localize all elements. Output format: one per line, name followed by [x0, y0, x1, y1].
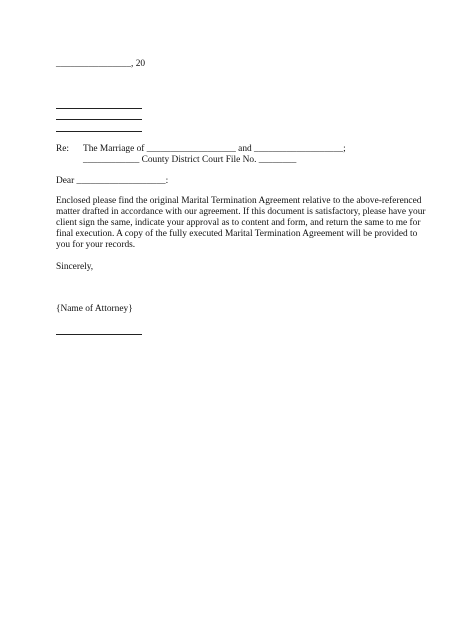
body-line: final execution. A copy of the fully executed Marital Termination Agreement will be provided to [56, 229, 418, 239]
body-line: matter drafted in accordance with our agreement. If this document is satisfactory, please have your [56, 207, 426, 217]
recipient-address-line-1 [56, 108, 142, 109]
body-line: you for your records. [56, 240, 136, 250]
body-line: client sign the same, indicate your approval as to content and form, and return the same to me for [56, 218, 421, 228]
closing: Sincerely, [56, 262, 94, 272]
salutation: Dear ___________________: [56, 176, 169, 186]
body-line: Enclosed please find the original Marital Termination Agreement relative to the above-referenced [56, 196, 422, 206]
signature-line [56, 334, 142, 335]
recipient-address-line-2 [56, 119, 142, 120]
re-court-file-line: ____________ County District Court File No. ________ [83, 155, 297, 165]
re-marriage-line: The Marriage of ___________________ and ___________________; [83, 144, 346, 154]
recipient-address-line-3 [56, 131, 142, 132]
re-label: Re: [56, 144, 70, 154]
date-line: ________________, 20 [56, 59, 146, 69]
attorney-name: {Name of Attorney} [56, 304, 133, 314]
body-paragraph [56, 196, 426, 251]
